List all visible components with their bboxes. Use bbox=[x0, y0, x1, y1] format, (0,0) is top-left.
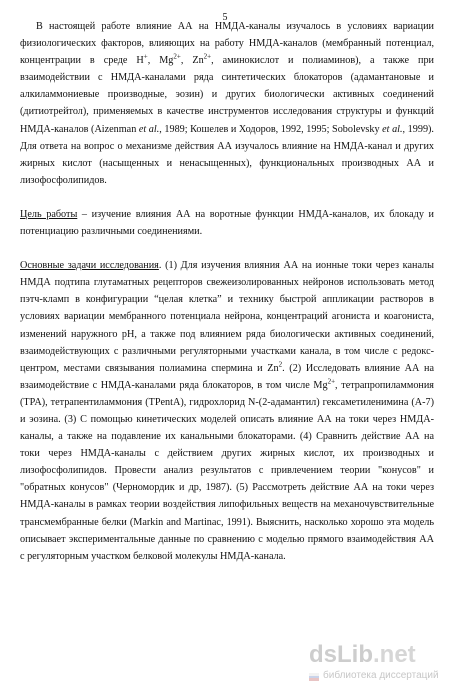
tasks-text: , тетрапропиламмония (TPA), тетрапентиламмония (TPentA), гидрохлорид N-(2-адамантил) гексаметиленимина (А-7) и эозина. (3) С помощью кинетических моделей описать влияние АА на токи через НМДА-каналы, а также на подавление их канальными блокаторами. (4) Сравнить действие АА на токи через НМДА-каналы с действием других жирных кислот, их производных и лизофосфолипидов. Провести анализ результатов с привлечением теории "конусов" и "обратных конусов" (Черномордик и др, 1987). (5) Рассмотреть действие АА на токи через НМДА-каналы в рамках теории воздействия липофильных веществ на механочувствительные трансмембранные белки (Markin and Martinac, 1991). Выяснить, насколько хорошо эта модель описывает экспериментальные данные по сравнению с моделью прямого взаимодействия АА с регуляторным участком белковой молекулы НМДА-канала. bbox=[20, 379, 434, 562]
logo-tld: .net bbox=[373, 641, 416, 668]
superscript: 2+ bbox=[327, 377, 336, 386]
intro-text: , аминокислот и полиаминов), а также при взаимодействии с НМДА-каналами ряда синтетических блокаторов (адамантановые и алкиламмониевые производные, эозин) и других биологически активных соединений (дитиотрейтол), применяемых в качестве инструментов исследования структуры и функций НМДА-каналов (Aizenman bbox=[20, 55, 434, 135]
watermark-caption: библиотека диссертаций bbox=[323, 670, 439, 681]
dslib-logo bbox=[309, 641, 416, 669]
logo-main: dsLib bbox=[309, 641, 373, 668]
flag-icon bbox=[309, 673, 319, 681]
tasks-heading: Основные задачи исследования bbox=[20, 260, 159, 272]
intro-text: , 1999). Для ответа на вопрос о механизме действия АА изучалось влияние на НМДА-канал и других жирных кислот (насыщенных и ненасыщенных), функциональных производных АА и лизофосфолипидов. bbox=[20, 123, 434, 186]
intro-paragraph bbox=[20, 18, 434, 189]
superscript: 2 bbox=[278, 360, 283, 369]
superscript: 2+ bbox=[203, 52, 212, 61]
goal-heading: Цель работы bbox=[20, 208, 78, 220]
superscript: 2+ bbox=[173, 52, 181, 61]
superscript: + bbox=[143, 52, 148, 61]
intro-text: , Mg bbox=[147, 55, 174, 67]
goal-paragraph bbox=[20, 206, 434, 240]
tasks-text: . (2) Исследовать влияние АА на взаимодействие с НМДА-каналами ряда блокаторов, в том числе Mg bbox=[20, 362, 434, 391]
citation-etal: et al. bbox=[138, 123, 160, 135]
tasks-text: . (1) Для изучения влияния АА на ионные токи через каналы НМДА подтипа глутаматных рецепторов свежеизолированных нейронов использовать метод пэтч-кламп в конфигурации “целая клетка” и технику быстрой аппликации растворов в условиях вариации мембранного потенциала нейрона, концентраций агониста и коагониста, изменений наружного pH, а также под влиянием ряда биологически активных соединений, взаимодействующих с различными регуляторными участками канала, в том числе с редокс-центром, местами связывания полиамина спермина и Zn bbox=[20, 260, 434, 374]
page-number: 5 bbox=[222, 12, 228, 23]
intro-text: , 1989; Кошелев и Ходоров, 1992, 1995; Sobolevsky bbox=[159, 123, 383, 135]
dslib-watermark bbox=[309, 641, 449, 685]
intro-text: В настоящей работе влияние АА на НМДА-каналы изучалось в условиях вариации физиологических факторов, влияющих на работу НМДА-каналов (мембранный потенциал, концентрации в среде H bbox=[20, 21, 434, 67]
flag-stripe bbox=[309, 678, 319, 681]
document-body bbox=[20, 18, 434, 565]
citation-etal: et al. bbox=[382, 123, 403, 135]
intro-text: , Zn bbox=[180, 55, 204, 67]
goal-text: – изучение влияния АА на воротные функции НМДА-каналов, их блокаду и потенциацию различными соединениями. bbox=[20, 208, 434, 238]
tasks-paragraph bbox=[20, 257, 434, 565]
